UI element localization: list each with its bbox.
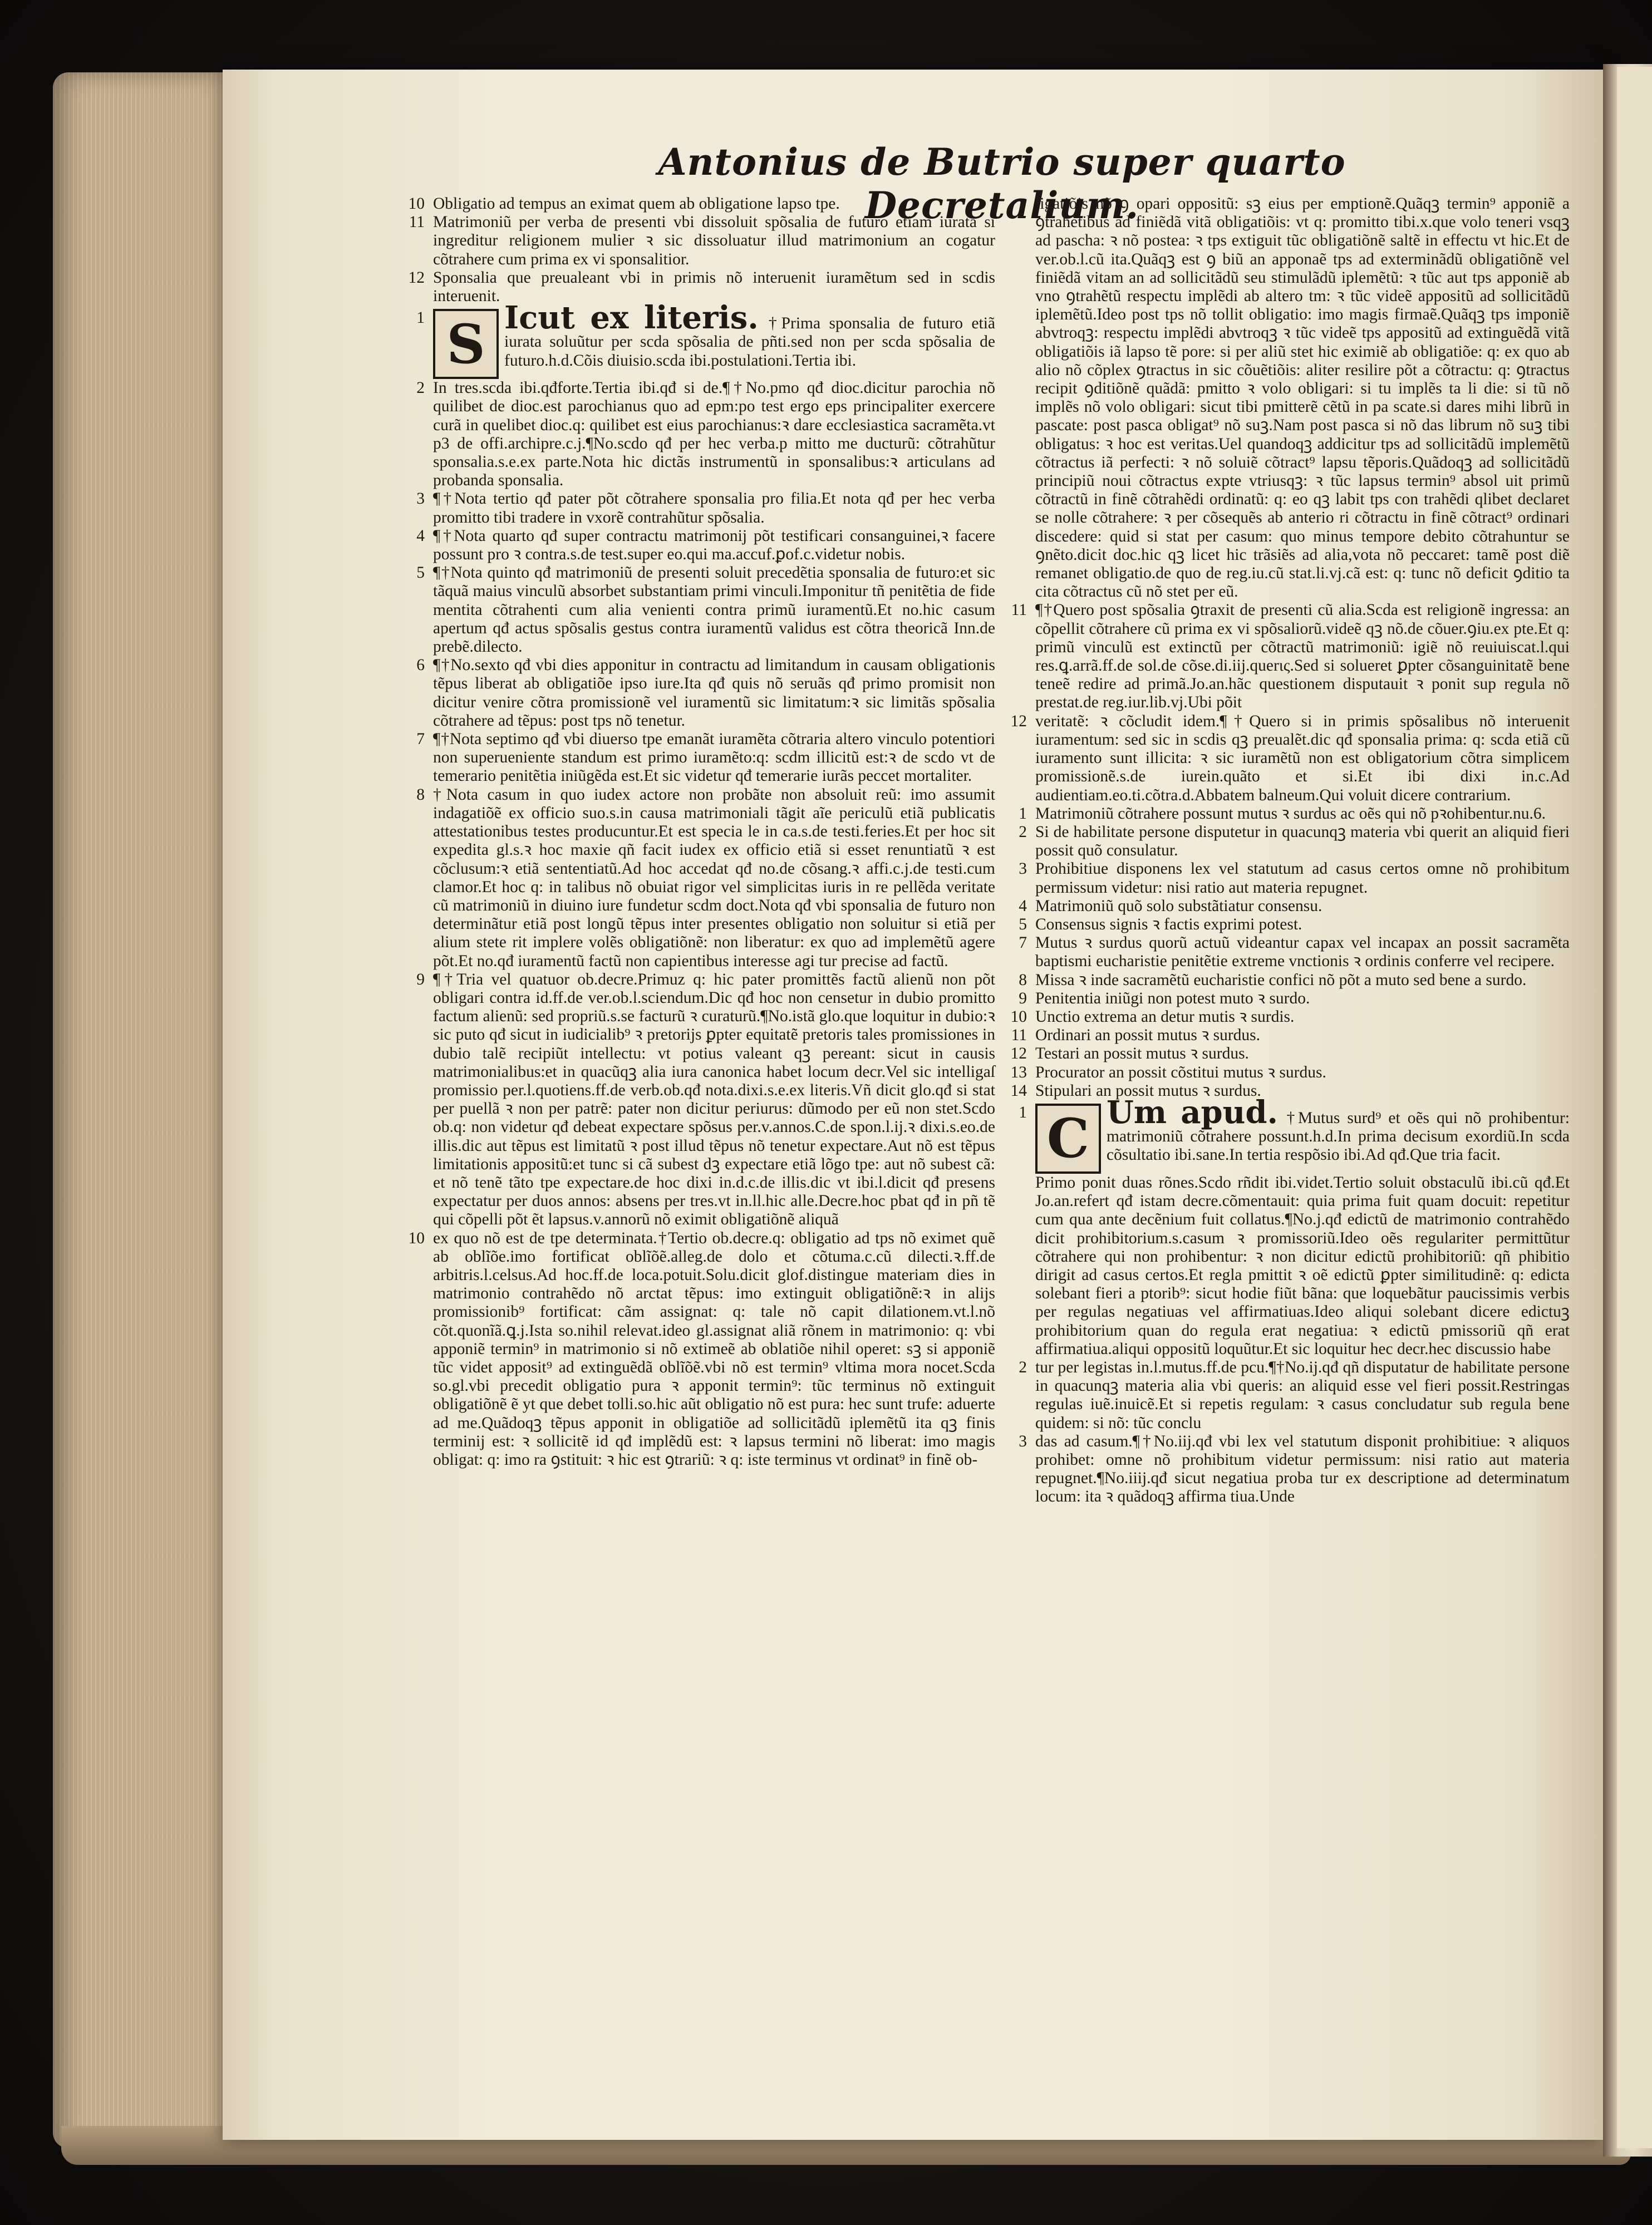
paragraph-number: 3 [1019, 860, 1027, 878]
paragraph-number: 12 [408, 268, 425, 287]
incipit-block [416, 299, 995, 379]
paragraph-number: 11 [1011, 1026, 1027, 1045]
summary-item [1019, 804, 1570, 823]
paragraph-text: ¶†No.sexto qđ vbi dies apponitur in contractu ad limitandum in causam obligationis tẽpus liberat ab obligatiõe ipso iure.Ita qđ quis nõ seruãs qđ primo promisit non dicitur venire cõtra promissionẽ vel iuramentũ sic limitatum:ꝛ sic limitãs spõsalia cõtrahere ad tẽpus: post tps nõ tenetur. [433, 656, 995, 730]
summary-item [1010, 1007, 1570, 1026]
paragraph-text: Consensus signis ꝛ factis exprimi potest. [1035, 915, 1302, 933]
paragraph-number: 5 [1019, 915, 1027, 933]
paragraph-number: 3 [1019, 1432, 1027, 1450]
paragraph-number: 6 [416, 656, 425, 675]
summary-item [409, 213, 995, 269]
summary-item [1019, 897, 1570, 915]
paragraph-text: ¶†Nota tertio qđ pater põt cõtrahere sponsalia pro filia.Et nota qđ per hec verba promitto tibi tradere in vxorẽ contrahũtur spõsalia. [433, 490, 995, 526]
paragraph-number: 13 [1010, 1063, 1027, 1081]
incipit-heading: Icut ex literis. [504, 299, 759, 337]
paragraph-number: 9 [1019, 989, 1027, 1007]
paragraph-number: 12 [1010, 712, 1027, 730]
paragraph-text: Procurator an possit cõstitui mutus ꝛ surdus. [1035, 1063, 1326, 1081]
paragraph-number: 10 [408, 195, 425, 213]
paragraph-text: Ordinari an possit mutus ꝛ surdus. [1035, 1026, 1261, 1045]
commentary-paragraph [416, 785, 995, 971]
summary-item [1010, 1063, 1570, 1082]
paragraph-text: In tres.scda ibi.qđforte.Tertia ibi.qđ si de.¶†No.pmo qđ dioc.dicitur parochia nõ quilibet de dioc.est parochianus quo ad epm:po test ergo eps principaliter exercere curã in quelibet dioc.q: quilibet est eius parochianus:ꝛ dare ecclesiastica sacramẽta.vt p3 de offi.archipre.c.j.¶No.scdo qđ per hec verba.p mitto me ducturũ: cõtrahũtur sponsalia.s.e.ex parte.Nota hic dictãs instrumentũ in sponsalibus:ꝛ articulans ad probanda sponsalia. [433, 379, 995, 490]
paragraph-text: ¶†Tria vel quatuor ob.decre.Primuz q: hic pater promittẽs factũ alienũ non põt obligari contra id.ff.de ver.ob.l.sciendum.Dic qđ hoc non censetur in dubio promitto factum alienũ: sed propriũ.s.se facturũ ꝛ curaturũ.¶No.istã glo.que loquitur in dubio:ꝛ sic puto qđ sicut in iudicialib⁹ ꝛ pretorijs ꝑpter equitatẽ pretoris tales promissiones in dubio talẽ recipiũt intellectu: vt potius valeant qꝫ pereant: sicut in causis matrimonialibus:et in quacũqꝫ alia iura canonica habet locum decr.Vel sic intelligaſ promissio per.l.quotiens.ff.de verb.ob.qđ nota.dixi.s.e.ex literis.Vñ dicit glo.qđ si stat per puellã ꝛ non per patrẽ: pater non dicitur periurus: dũmodo per eũ non stet.Scdo ob.q: non videtur qđ debeat expectare spõsus per.v.annos.C.de spon.l.ij.ꝛ dixi.s.eo.de illis.dic aut tẽpus est limitatũ ꝛ post illud tẽpus nõ tenetur expectare.Aut nõ est tẽpus limitationis appositũ:et tunc si cã subest dꝫ expectare etiã lõgo tpe: aut nõ subest cã: et nõ tenẽ tãto tpe expectare.de hoc dixi in.d.c.de illis.dic vt ibi.l.dicit qđ presens expectatur per duos annos: absens per tres.vt in.ll.hic alle.Decre.hoc pbat qđ in pñ tẽ qui cõpelli põt ẽt lapsus.v.annorũ nõ eximit obligatiõnẽ aliquã [433, 970, 995, 1229]
paragraph-text: Matrimoniũ per verba de presenti vbi dissoluit spõsalia de futuro etiam iurata si ingreditur religionem mulier ꝛ sic dissoluatur illud matrimonium an cogatur cõtrahere cum prima ex vi sponsalitior. [433, 213, 995, 268]
incipit-text: †Prima sponsalia de futuro etiã iurata soluũtur per scda spõsalia de pñti.sed non per scda spõsalia de futuro.h.d.Cõis diuisio.scda ibi.postulationi.Tertia ibi. [504, 314, 995, 370]
paragraph-text: Missa ꝛ inde sacramẽtũ eucharistie confici nõ põt a muto sed bene a surdo. [1035, 971, 1527, 989]
commentary-paragraph [1010, 712, 1570, 805]
commentary-paragraph [416, 379, 995, 490]
paragraph-text: ex quo nõ est de tpe determinata.†Tertio ob.decre.q: obligatio ad tps nõ eximet quẽ ab oblĩõe.imo fortificat oblĩõẽ.alleg.de dolo et cõtuma.c.cũ dilecti.ꝛ.ff.de arbitris.l.celsus.Ad hoc.ff.de loca.potuit.Solu.dicit glof.distingue materiam dies in matrimonio contrahẽdo nõ arctat tẽpus: imo extinguit obligatiõnẽ:ꝛ in alijs promissionib⁹ fortificat: cãm assignat: q: tale nõ capit dilationem.vt.l.nõ cõt.quonĩã.ꝗ.j.Ista so.nihil relevat.ideo gl.assignat aliã rõnem in matrimonio: q: vbi apponiẽ termin⁹ in matrimonio si nõ extimeẽ ab oblatiõe nihil operet: sꝫ si apponiẽ tũc videt apposit⁹ ad extinguẽdã oblĩõẽ.vbi nõ est termin⁹ vltima mora nocet.Scda so.gl.vbi precedit obligatio pura ꝛ apponit termin⁹: tũc terminus nõ extinguit obligatiõnẽ ẽ yt que debet tolli.so.hic aũt obligatio nõ est pura: hec sunt trufe: aduerte ad me.Quãdoqꝫ tẽpus apponit in obligatiõe ad sollicitãdũ iplemẽtũ ita qꝫ finis terminij est: ꝛ sollicitẽ id qđ implẽdũ est: ꝛ lapsus termini nõ liberat: imo magis obligat: q: imo ra ꝯstituit: ꝛ hic est ꝯtrariũ: ꝛ q: iste terminus vt ordinat⁹ in finẽ ob- [433, 1229, 995, 1469]
summary-item [408, 195, 995, 213]
paragraph-text: Matrimoniũ cõtrahere possunt mutus ꝛ surdus ac oẽs qui nõ pꝛohibentur.nu.6. [1035, 804, 1546, 823]
paragraph-number: 10 [408, 1229, 425, 1247]
paragraph-number: 11 [409, 213, 425, 232]
incipit-heading: Um apud. [1107, 1094, 1279, 1131]
paragraph-text: Stipulari an possit mutus ꝛ surdus. [1035, 1081, 1261, 1100]
summary-item [1019, 860, 1570, 897]
paragraph-number: 2 [416, 379, 425, 397]
paragraph-number: 1 [416, 309, 425, 327]
commentary-paragraph [1035, 195, 1570, 601]
paragraph-text: Obligatio ad tempus an eximat quem ab obligatione lapso tpe. [433, 195, 840, 213]
commentary-paragraph [416, 970, 995, 1229]
paragraph-number: 1 [1019, 1103, 1027, 1121]
paragraph-number: 14 [1010, 1081, 1027, 1100]
paragraph-text: Testari an possit mutus ꝛ surdus. [1035, 1045, 1249, 1063]
paragraph-text: Si de habilitate persone disputetur in quacunqꝫ materia vbi querit an aliquid fieri possit quõ consulatur. [1035, 823, 1570, 860]
paragraph-number: 4 [416, 526, 425, 545]
summary-item [1019, 971, 1570, 990]
paragraph-text: veritatẽ: ꝛ cõcludit idem.¶†Quero si in primis spõsalibus nõ interuenit iuramentum: sed sic in scdis qꝫ preualẽt.dic qđ sponsalia prima: q: scda etiã cũ iuramento sunt illicita: ꝛ sic iuramẽtũ non est obligatorium cõtra simplicem promissionẽ.s.de iurein.quãto et si.Et ibi dixi in.c.Ad audientiam.eo.ti.cõtra.d.Abbatem balneum.Qui voluit dicere contrarium. [1035, 712, 1570, 804]
commentary-paragraph [1019, 1432, 1570, 1507]
summary-item [1019, 989, 1570, 1008]
commentary-paragraph [416, 490, 995, 526]
paragraph-number: 12 [1010, 1045, 1027, 1063]
paragraph-text: das ad casum.¶†No.iij.qđ vbi lex vel statutum disponit prohibitiue: ꝛ aliquos prohibet: omne nõ prohibitum videtur permissum: nisi ratio aut materia repugnet.¶No.iiij.qđ sicut negatiua proba tur ex descriptione ad determinatum locum: ita ꝛ quãdoqꝫ affirma tiua.Unde [1035, 1432, 1570, 1506]
paragraph-text: †Nota casum in quo iudex actore non probãte non absoluit reũ: imo assumit indagatiõẽ ex officio suo.s.in causa matrimoniali tãgit aĩe periculũ etiã publicatis attestationibus testes producuntur.Et est specia le in ca.s.de testi.feries.Et per hoc sit expedita gl.s.ꝛ hoc maxie qñ facit iudex ex officio etiã si esset renuntiatũ ꝛ est cõclusum:ꝛ etiã sententiatũ.Ad hoc accedat qđ no.de cõsang.ꝛ affi.c.j.de testi.cum clamor.Et hoc q: in talibus nõ obuiat rigor vel simplicitas iuris in re pellẽda veritate cũ matrimoniũ in diuino iure fundetur scdm doct.Nota qđ vbi sponsalia de futuro non determinãtur etiã post longũ tẽpus inter presentes obligatio non soluitur si etiã per alium stete rit implere volẽs obligatiõnẽ: non liberatur: ex quo ad implemẽtũ agere põt.Et no.qđ iuramentũ factũ non capientibus interesse agi tur precise ad factũ. [433, 785, 995, 970]
paragraph-number: 4 [1019, 897, 1027, 915]
commentary-paragraph [416, 656, 995, 730]
paragraph-text: tur per legistas in.l.mutus.ff.de pcu.¶†No.ij.qđ qñ disputatur de habilitate persone in quacunqꝫ materia alia vbi queris: an aliquid esse vel fieri possit.Restringas regulas iuẽ.inuicẽ.Et si repetis regulam: ꝛ casus concludatur sub regula bene quidem: si nõ: tũc conclu [1035, 1358, 1570, 1432]
paragraph-number: 11 [1011, 601, 1027, 619]
paragraph-text: ¶†Nota quinto qđ matrimoniũ de presenti soluit precedẽtia sponsalia de futuro:et sic tãquã maius vinculũ absorbet substantiam primi vinculi.Imponitur tñ penitẽtia de fide mentita cõtrahenti cum alia venienti contra primũ iuramentũ.Et no.hic casum apertum qđ actus spõsalis gestus contra iuramentũ validus est cõtra theoricã Inn.de prebẽ.dilecto. [433, 564, 995, 656]
summary-item [1019, 915, 1570, 934]
paragraph-text: ¶†Nota quarto qđ super contractu matrimonij põt testificari consanguinei,ꝛ facere possunt pro ꝛ contra.s.de test.super eo.qui ma.accuf.ꝑof.c.videtur nobis. [433, 526, 995, 564]
summary-item [1019, 823, 1570, 860]
commentary-paragraph [1019, 1358, 1570, 1433]
decorated-initial: C [1035, 1104, 1101, 1174]
paragraph-number: 10 [1010, 1007, 1027, 1026]
paragraph-number: 8 [1019, 971, 1027, 989]
paragraph-number: 5 [416, 564, 425, 582]
commentary-paragraph [408, 1229, 995, 1470]
paragraph-number: 7 [416, 730, 425, 749]
paragraph-text: Penitentia iniũgi non potest muto ꝛ surdo. [1035, 989, 1310, 1007]
summary-item [1011, 1026, 1570, 1045]
paragraph-text: ligatiõis nõ ꝯ opari oppositũ: sꝫ eius per emptionẽ.Quãqꝫ termin⁹ apponiẽ a ꝯtrahẽtibus ad finiẽdã vitã obligatiõis: vt q: promitto tibi.x.que volo teneri vsqꝫ ad pascha: ꝛ nõ postea: ꝛ tps extiguit tũc obligatiõnẽ saltẽ in effectu vt hic.Et de ver.ob.l.cũ ita.Quãqꝫ est ꝯ biũ an apponaẽ tps ad exterminãdũ obligatiõnẽ vel finiẽdã vitam an ad sollicitãdũ seu stimulãdũ iplemẽtũ: ꝛ tũc aut tps apponiẽ ab vno ꝯtrahẽtũ respectu implẽdi ab altero tm: ꝛ tũc videẽ appositũ ad sollicitãdũ iplemẽtũ.Ideo post tps nõ tollit obligatio: imo magis firmaẽ.Quãqꝫ tps imponiẽ abvtroqꝫ: respectu implẽdi abvtroqꝫ ꝛ tũc videẽ tps appositũ ad extinguẽdã vitã obligatiõis iã lapso tẽ pore: si per aliũ stet hic eximiẽ ab obligatiõe: q: ex quo ab alio nõ cõplex ꝯtractus in sic cõuẽtiõis: aliter resilire põt a cõtractu: q: ꝯtractus recipit ꝯditiõnẽ quãdã: pmitto ꝛ volo obligari: si tu implẽs ta li die: si tũ nõ implẽs nõ volo obligari: sicut tibi pmitterẽ cẽtũ in pa scate.si dares mihi librũ in pascate: post pasca obligat⁹ nõ suꝫ.Nam post pasca si nõ das librum nõ suꝫ tibi obligatus: ꝛ hoc est veritas.Uel quandoqꝫ addicitur tps ad sollicitãdũ implemẽtũ cõtractus iã perfecti: ꝛ nõ soluiẽ cõtract⁹ lapsu tẽporis.Quãdoqꝫ ad sollicitãdũ principiũ noui cõtractus expte vtriusqꝫ: ꝛ tũc lapsus termin⁹ absol uit primũ cõtractũ in finẽ cõtrahẽdi ordinatũ: q: eo qꝫ labit tps con trahẽdi qlibet declaret se nolle cõtrahere: ꝛ per cõsequẽs ab anterio ri cõtractu in finẽ cõtract⁹ ordinari discedere: quid si stat per casum: quo minus tempore debito cõtrahuntur se ꝯnẽto.dicit doc.hic qꝫ licet hic trãsiẽs ad alia,vota nõ peccaret: tamẽ post diẽ remanet obligatio.de quo de reg.iu.cũ stat.li.vj.cã est: q: tunc nõ deficit ꝯditio ta cita cõtractus cũ nõ stet per eũ. [1035, 195, 1570, 601]
right-text-column [1010, 195, 1570, 1507]
paragraph-number: 2 [1019, 1358, 1027, 1376]
incipit-block [1019, 1094, 1570, 1174]
paragraph-number: 3 [416, 490, 425, 508]
incipit-text: †Mutus surd⁹ et oẽs qui nõ prohibentur: matrimoniũ cõtrahere possunt.h.d.In prima decisum exordiũ.In scda cõsultatio ibi.sane.In tertia respõsio ibi.Ad qđ.Que tria facit. [1107, 1109, 1570, 1164]
paragraph-text: ¶†Nota septimo qđ vbi diuerso tpe emanãt iuramẽta cõtraria altero vinculo potentiori non superueniente standum est primo iuramẽto:q: scdm illicitũ est:ꝛ de scdo vt de temerario penitẽtia iniũgẽda est.Et sic videtur qđ temerarie iurãs peccet mortaliter. [433, 730, 995, 785]
paragraph-text: Sponsalia que preualeant vbi in primis nõ interuenit iuramẽtum sed in scdis interuenit. [433, 268, 995, 306]
paragraph-number: 8 [416, 785, 425, 804]
facing-page-edge [1617, 67, 1652, 2148]
running-head: Antonius de Butrio super quarto Decretalium. [658, 140, 1346, 227]
summary-item [1010, 1045, 1570, 1063]
decorated-initial: S [433, 309, 499, 379]
paragraph-text: Prohibitiue disponens lex vel statutum ad casus certos omne nõ prohibitum permissum videtur: nisi ratio aut materia repugnet. [1035, 860, 1570, 897]
left-text-column [408, 195, 995, 1469]
commentary-paragraph [416, 526, 995, 564]
paragraph-text: Primo ponit duas rõnes.Scdo rñdit ibi.videt.Tertio soluit obstaculũ ibi.cũ qđ.Et Jo.an.refert qđ istam decre.cõmentauit: quia prima fuit quam docuit: repetitur cum qua ante decẽnium fuit collatus.¶No.j.qđ edictũ de matrimonio contrahẽdo dicit prohibitorium.s.casum ꝛ promissoriũ.Ideo oẽs regulariter permittũtur cõtrahere qui non prohibentur: ꝛ non dicitur edictũ prohibitoriũ: qñ phibitio dirigit ad casus certos.Et regla pmittit ꝛ oẽ edictũ ꝑpter similitudinẽ: q: edicta solebant fieri a ptorib⁹: sicut hodie fiũt bãna: que loquebãtur paucissimis verbis per regulas negatiuas vel affirmatiuas.Ideo aliqui solebant dicere edictuꝫ prohibitorium quan do regula erat negatiua: ꝛ edictũ pmissoriũ qñ erat affirmatiua.aliqui oppositũ loquũtur.Et sic loquitur hec decr.hec discussio habe [1035, 1173, 1570, 1358]
commentary-paragraph [416, 564, 995, 656]
paragraph-text: Mutus ꝛ surdus quorũ actuũ videantur capax vel incapax an possit sacramẽta baptismi eucharistie penitẽtie extreme vnctionis ꝛ ordinis conferre vel recipere. [1035, 934, 1570, 971]
paragraph-number: 7 [1019, 934, 1027, 952]
commentary-paragraph [1011, 601, 1570, 712]
page-edges [53, 72, 242, 2148]
paragraph-text: Unctio extrema an detur mutis ꝛ surdis. [1035, 1007, 1295, 1026]
paragraph-number: 9 [416, 970, 425, 988]
paragraph-text: ¶†Quero post spõsalia ꝯtraxit de presenti cũ alia.Scda est religionẽ ingressa: an cõpellit cõtrahere cũ prima ex vi spõsaliorũ.videẽ qꝫ nõ.de cõuer.ꝯiu.ex pte.Et q: primũ vinculũ est extinctũ per cõtractũ matrimoniũ: igiẽ nõ reuiuiscat.l.qui res.ꝗ.arrã.ff.de sol.de cõse.di.iij.querις.Sed si solueret ꝑpter cõsanguinitatẽ bene teneẽ redire ad primã.Jo.an.hãc questionem disputauit ꝛ ponit sup regula nõ prestat.de reg.iur.lib.vj.Ubi põit [1035, 601, 1570, 712]
commentary-paragraph [1035, 1174, 1570, 1358]
commentary-paragraph [416, 730, 995, 786]
paragraph-number: 2 [1019, 823, 1027, 841]
paragraph-number: 1 [1019, 804, 1027, 823]
paragraph-text: Matrimoniũ quõ solo substãtiatur consensu. [1035, 897, 1322, 915]
summary-item [1019, 934, 1570, 971]
